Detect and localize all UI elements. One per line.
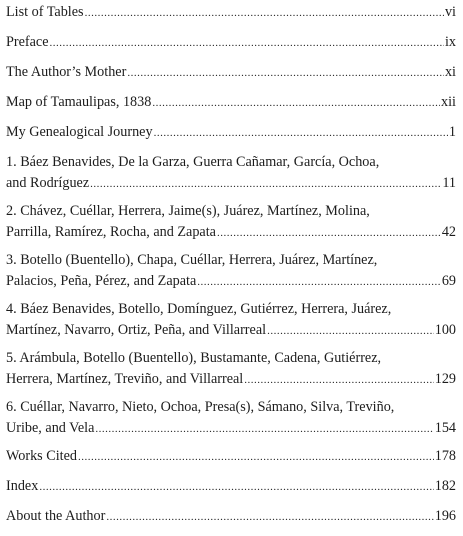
dot-leader (90, 174, 441, 195)
toc-entry-page: 178 (434, 448, 456, 464)
toc-entry-first-line: 3. Botello (Buentello), Chapa, Cuéllar, Herrera, Juárez, Martínez, (6, 252, 378, 268)
toc-entry-first-line: 6. Cuéllar, Navarro, Nieto, Ochoa, Presa(s), Sámano, Silva, Treviño, (6, 399, 395, 415)
toc-entry-preface[interactable] (6, 32, 456, 54)
toc-entry-map-of-tamaulipas[interactable] (6, 92, 456, 114)
toc-entry-page: xii (441, 94, 456, 110)
dot-leader (78, 447, 434, 468)
toc-entry-line (6, 2, 456, 24)
toc-entry-title: Index (6, 478, 39, 494)
toc-entry-line (6, 446, 456, 468)
dot-leader (154, 123, 448, 144)
toc-entry-line (6, 320, 456, 342)
toc-entry-first-line: 4. Báez Benavides, Botello, Domínguez, Gutiérrez, Herrera, Juárez, (6, 301, 392, 317)
dot-leader (152, 93, 440, 114)
toc-entry-page: 129 (434, 371, 456, 387)
toc-entry-page: xi (444, 64, 456, 80)
toc-entry-line (6, 476, 456, 498)
toc-entry-page: 100 (434, 322, 456, 338)
toc-entry-line (6, 271, 456, 293)
toc-entry-page: 154 (434, 420, 456, 436)
toc-entry-title: Parrilla, Ramírez, Rocha, and Zapata (6, 224, 216, 240)
toc-entry-page: vi (444, 4, 456, 20)
dot-leader (85, 3, 444, 24)
toc-entry-chapter-5[interactable] (6, 348, 456, 391)
toc-entry-chapter-4[interactable] (6, 299, 456, 342)
toc-entry-title: Preface (6, 34, 49, 50)
dot-leader (39, 477, 433, 498)
toc-entry-page: 196 (434, 508, 456, 524)
toc-entry-authors-mother[interactable] (6, 62, 456, 84)
toc-entry-chapter-2[interactable] (6, 201, 456, 244)
toc-entry-first-line: 1. Báez Benavides, De la Garza, Guerra Cañamar, García, Ochoa, (6, 154, 380, 170)
toc-entry-page: 11 (442, 175, 456, 191)
toc-entry-title: Martínez, Navarro, Ortiz, Peña, and Villarreal (6, 322, 267, 338)
toc-entry-line (6, 506, 456, 528)
dot-leader (217, 223, 441, 244)
toc-entry-line (6, 369, 456, 391)
dot-leader (267, 321, 434, 342)
toc-entry-title: Map of Tamaulipas, 1838 (6, 94, 152, 110)
toc-entry-page: ix (444, 34, 456, 50)
toc-entry-index[interactable] (6, 476, 456, 498)
toc-entry-line (6, 32, 456, 54)
toc-entry-genealogical-journey[interactable] (6, 122, 456, 144)
toc-entry-line (6, 62, 456, 84)
dot-leader (244, 370, 433, 391)
toc-entry-title: Herrera, Martínez, Treviño, and Villarreal (6, 371, 244, 387)
toc-entry-works-cited[interactable] (6, 446, 456, 468)
toc-entry-line (6, 173, 456, 195)
toc-entry-list-of-tables[interactable] (6, 2, 456, 24)
toc-entry-page: 182 (434, 478, 456, 494)
toc-entry-line (6, 418, 456, 440)
toc-entry-title: and Rodríguez (6, 175, 90, 191)
toc-entry-line (6, 122, 456, 144)
toc-entry-title: The Author’s Mother (6, 64, 127, 80)
toc-entry-line (6, 92, 456, 114)
dot-leader (197, 272, 441, 293)
toc-entry-page: 1 (448, 124, 456, 140)
table-of-contents (6, 2, 456, 536)
toc-entry-chapter-3[interactable] (6, 250, 456, 293)
toc-entry-title: Works Cited (6, 448, 77, 464)
toc-entry-first-line: 5. Arámbula, Botello (Buentello), Bustamante, Cadena, Gutiérrez, (6, 350, 382, 366)
toc-entry-chapter-6[interactable] (6, 397, 456, 440)
toc-entry-chapter-1[interactable] (6, 152, 456, 195)
toc-entry-page: 69 (441, 273, 456, 289)
toc-entry-line (6, 222, 456, 244)
dot-leader (50, 33, 444, 54)
dot-leader (106, 507, 433, 528)
toc-entry-title: About the Author (6, 508, 106, 524)
dot-leader (95, 419, 433, 440)
dot-leader (127, 63, 444, 84)
toc-entry-title: Palacios, Peña, Pérez, and Zapata (6, 273, 197, 289)
toc-entry-page: 42 (441, 224, 456, 240)
toc-entry-about-the-author[interactable] (6, 506, 456, 528)
toc-entry-title: My Genealogical Journey (6, 124, 153, 140)
toc-entry-title: List of Tables (6, 4, 84, 20)
toc-entry-first-line: 2. Chávez, Cuéllar, Herrera, Jaime(s), Juárez, Martínez, Molina, (6, 203, 370, 219)
toc-entry-title: Uribe, and Vela (6, 420, 95, 436)
